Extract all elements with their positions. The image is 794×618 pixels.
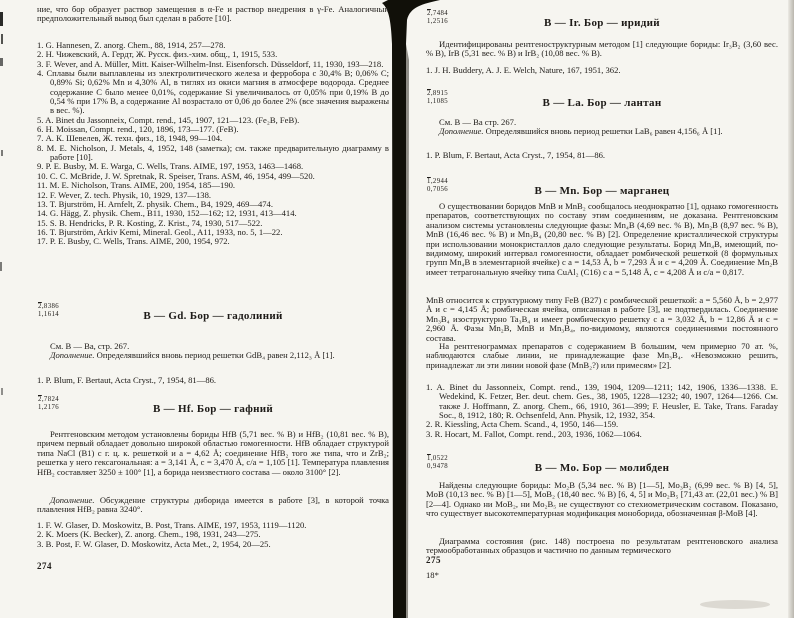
section-title: В — Mo. Бор — молибден <box>534 462 670 474</box>
reference-item: 1. P. Blum, F. Bertaut, Acta Cryst., 7, 1954, 81—86. <box>37 375 217 385</box>
supplement-paragraph <box>426 127 778 136</box>
running-text: Диаграмма состояния (рис. 148) построена по результатам рентгеновского анализа термообработанных образцов и частично по данным термического <box>426 536 778 556</box>
log-characteristic: 1 <box>427 455 431 462</box>
reference-item: 5. A. Binet du Jassonneix, Compt. rend., 145, 1907, 121—123. (Fe₂B, FeB). <box>37 114 300 125</box>
reference-item: 10. C. C. McBride, J. W. Spretnak, R. Speiser, Trans. ASM, 46, 1954, 499—520. <box>37 170 315 181</box>
supplement-label: Дополнение. <box>50 350 95 360</box>
log-mantissa: ,8915 <box>430 90 449 97</box>
see-reference-line: См. В — Ва стр. 267. <box>439 117 517 127</box>
reference-item: 13. T. Bjurström, H. Arnfelt, Z. physik. Chem., B4, 1929, 469—474. <box>37 198 274 209</box>
log-line <box>427 10 448 18</box>
reference-item: 6. H. Moissan, Compt. rend., 120, 1896, 173—177. (FeB). <box>37 124 239 135</box>
section-heading-mn <box>426 178 778 197</box>
log-line <box>427 90 448 98</box>
section-title: В — Hf. Бор — гафний <box>152 403 274 415</box>
reference-item: 2. R. Kiessling, Acta Chem. Scand., 4, 1950, 146—159. <box>426 419 619 430</box>
reference-item: 4. Сплавы были выплавлены из электролитического железа и ферробора с 30,4% В; 0,06% С; 0,89% Si; 0,62% Mn и 4,30% Al, в тиглях из окиси магния в атмосфере водорода. Среднее содержание С было менее 0,01%, содержание Si увеличивалось от 0,05% при 0,19% В до 0,54 % при 17% В, а содержание Al возрастало от 0,06 до более 2% (все значения выражены в вес. %). <box>37 68 389 116</box>
reference-list <box>426 66 778 75</box>
section-heading-la <box>426 90 778 109</box>
reference-item: 2. K. Moers (K. Becker), Z. anorg. Chem., 198, 1931, 243—275. <box>37 529 261 540</box>
running-text: Найдены следующие бориды: Mo₂B (5,34 вес. % В) [1—5], Mo₃B₂ (6,99 вес. % В) [4, 5], MoB (10,13 вес. % В) [1—5], MoB₂ (18,40 вес. % В) [6, 4, 5] и Mo₂B₅ [71,43 ат. (22,01 вес.) % В] [2—4]. Однако ни MoB₂, ни Mo₂B₅ не существуют со стехиометрическим составом. Показано, что существует высокотемпературная модификация моноборида, обозначенная β-MoB [4]. <box>426 480 778 519</box>
reference-item: 3. B. Post, F. W. Glaser, D. Moskowitz, Acta Met., 2, 1954, 20—25. <box>37 538 271 549</box>
log-characteristic: 2 <box>38 396 42 403</box>
section-heading-ir <box>426 10 778 29</box>
section-heading-gd <box>37 303 389 322</box>
log-line: 1,2176 <box>38 403 60 411</box>
reference-item: 8. M. E. Nicholson, J. Metals, 4, 1952, 148 (заметка); см. также предварительную диаграмму в работе [10]. <box>37 142 389 163</box>
reference-list <box>37 41 389 247</box>
page-number: 274 <box>37 561 52 571</box>
log-line: 1,1614 <box>38 310 60 318</box>
section-title: В — Gd. Бор — гадолиний <box>143 310 283 322</box>
reference-item: 2. Н. Чижевский, А. Гердт, Ж. Русск. физ.-хим. общ., 1, 1915, 533. <box>37 49 278 60</box>
log-line <box>427 178 448 186</box>
running-text: На рентгенограммах препаратов с содержанием В большим, чем примерно 70 ат. %, наблюдаются слабые линии, не принадлежащие фазе Mn₃B₄. «Невозможно решить, принадлежат ли эти линии новой фазе (MnB₂?) или примесям» [2]. <box>426 341 778 370</box>
log-line: 1,2516 <box>427 17 449 25</box>
supplement-text: Определявшийся вновь период решетки GdB₄ равен 2,112₃ Å [1]. <box>96 350 335 360</box>
log-lattice-values <box>427 10 448 25</box>
section-title: В — Mn. Бор — марганец <box>534 185 670 197</box>
reference-item: 1. G. Hannesen, Z. anorg. Chem., 88, 1914, 257—278. <box>37 40 226 50</box>
log-characteristic: 2 <box>427 10 431 17</box>
reference-item: 1. J. H. Buddery, A. J. E. Welch, Nature, 167, 1951, 362. <box>426 65 621 75</box>
log-lattice-values <box>38 303 59 318</box>
reference-item: 3. R. Hocart, M. Fallot, Compt. rend., 203, 1936, 1062—1064. <box>426 428 642 439</box>
see-reference-line: См. В — Ва, стр. 267. <box>50 341 130 351</box>
log-line <box>38 303 59 311</box>
reference-item: 1. P. Blum, F. Bertaut, Acta Cryst., 7, 1954, 81—86. <box>426 150 606 160</box>
reference-item: 1. F. W. Glaser, D. Moskowitz, B. Post, Trans. AIME, 197, 1953, 1119—1120. <box>37 520 307 530</box>
supplement-paragraph <box>37 496 389 515</box>
right-page <box>396 0 794 618</box>
running-text: Идентифицированы рентгеноструктурным методом [1] следующие бориды: Ir₃B₂ (3,60 вес. % В), IrB (5,31 вес. % В) и IrB₂ (10,08 вес. % В). <box>426 39 778 59</box>
reference-item: 14. G. Hägg, Z. physik. Chem., B11, 1930, 152—162; 12, 1931, 413—414. <box>37 208 297 219</box>
reference-item: 11. M. E. Nicholson, Trans. AIME, 200, 1954, 185—190. <box>37 180 236 191</box>
section-heading-hf <box>37 396 389 415</box>
reference-item: 12. F. Wever, Z. tech. Physik, 10, 1929, 137—138. <box>37 189 212 200</box>
log-line: 0,7056 <box>427 185 449 193</box>
log-characteristic: 2 <box>38 303 42 310</box>
log-characteristic: 1 <box>427 178 431 185</box>
log-line <box>38 396 59 404</box>
log-line <box>427 455 448 463</box>
reference-item: 15. S. B. Hendricks, P. R. Kosting, Z. Krist., 74, 1930, 517—522. <box>37 217 263 228</box>
supplement-text: Определявшийся вновь период решетки LaB₆ равен 4,156₆ Å [1]. <box>485 126 723 136</box>
printer-signature-mark: 18* <box>426 570 439 580</box>
reference-item: 9. P. E. Busby, M. E. Warga, C. Wells, Trans. AIME, 197, 1953, 1463—1468. <box>37 161 304 172</box>
log-mantissa: ,7484 <box>430 10 449 17</box>
log-line: 1,1085 <box>427 97 449 105</box>
supplement-label: Дополнение. <box>50 495 95 505</box>
supplement-label: Дополнение. <box>439 126 484 136</box>
log-mantissa: ,0522 <box>430 455 449 462</box>
log-characteristic: 2 <box>427 90 431 97</box>
reference-item: 7. А. К. Шевелев, Ж. техн. физ., 18, 1948, 99—104. <box>37 133 223 144</box>
running-text: Рентгеновским методом установлены бориды HfB (5,71 вес. % В) и HfB₂ (10,81 вес. % В), причем первый обладает довольно широкой областью гомогенности. HfB обладает структурой типа NaCl (В1) с г. ц. к. решеткой и a = 4,62 Å; соединение HfB₂ того же типа, что и ZrB₂; решетка у него гексагональная: a = 3,141 Å, c = 3,470 Å, c/a = 1,105 [1]. Температура плавления HfB₂ составляет 3250 ± 100° [1], а борида неизвестного состава — около 3100° [2]. <box>37 429 389 477</box>
log-lattice-values <box>427 90 448 105</box>
reference-item: 16. T. Bjurström, Arkiv Kemi, Mineral. Geol., A11, 1933, no. 5, 1—22. <box>37 226 283 237</box>
section-heading-mo <box>426 455 778 474</box>
log-lattice-values <box>38 396 59 411</box>
log-mantissa: ,2944 <box>430 178 449 185</box>
log-lattice-values <box>427 455 448 470</box>
page-number: 275 <box>426 555 441 565</box>
running-text: ние, что бор образует раствор замещения в α-Fe и раствор внедрения в γ-Fe. Аналогичный предположительный вывод был сделан в работе [10]. <box>37 4 389 24</box>
section-title: В — La. Бор — лантан <box>542 97 662 109</box>
reference-item: 3. F. Wever, and A. Müller, Mitt. Kaiser-Wilhelm-Inst. Eisenforsch. Düsseldorf, 11, 1930, 193—218. <box>37 58 384 69</box>
left-page <box>0 0 394 618</box>
reference-item: 1. A. Binet du Jassonneix, Compt. rend., 139, 1904, 1209—1211; 142, 1906, 1336—1338. E. Wedekind, K. Fetzer, Ber. deut. chem. Ges., 38, 1905, 1228—1232; 40, 1907, 1264—1266. См. также J. Hoffmann, Z. anorg. Chem., 66, 1910, 361—399; F. Heusler, E. Take, Trans. Faraday Soc., 8, 1912, 180; R. Ochsenfeld, Ann. Physik, 12, 1932, 354. <box>426 382 778 421</box>
section-title: В — Ir. Бор — иридий <box>544 17 660 29</box>
running-text: MnB относится к структурному типу FeB (В27) с ромбической решеткой: a = 5,560 Å, b = 2,977 Å и c = 4,145 Å; ромбическая ячейка, описанная в работе [3], не подтвердилась. Соединение Mn₃B₄ изоструктурно Ta₃B₄ и имеет ромбическую решетку с a = 3,032 Å, b = 12,86 Å и c = 2,960 Å. Фазы Mn₂B, MnB и Mn₃B₄, по-видимому, являются соединениями постоянного состава. <box>426 295 778 343</box>
reference-list <box>426 383 778 439</box>
log-line: 0,9478 <box>427 462 449 470</box>
running-text: О существовании боридов MnB и MnB₂ сообщалось неоднократно [1], однако гомогенность препаратов, соответствующих по составу этим соединениям, не доказана. Рентгеновским анализом системы установлены следующие фазы: Mn₄B (4,69 вес. % В), Mn₂B (8,97 вес. % В), MnB (16,46 вес. % В) и Mn₃B₄ (20,80 вес. % В) [2]. Определение кристаллической структуры при использовании монокристаллов дало следующие результаты. Борид Mn₄B, имеющий, по-видимому, широкий интервал гомогенности, обладает ромбической решеткой (8 формульных групп Mn₄B в элементарной ячейке) с a = 14,53 Å, b = 7,293 Å и c = 4,209 Å. Соединение Mn₂B имеет тетрагональную ячейку типа CuAl₂ (С16) с a = 5,148 Å, c = 4,208 Å и c/a = 0,817. <box>426 201 778 277</box>
log-mantissa: ,7824 <box>41 396 60 403</box>
reference-item: 17. P. E. Busby, C. Wells, Trans. AIME, 200, 1954, 972. <box>37 236 230 247</box>
log-mantissa: ,8386 <box>41 303 60 310</box>
reference-list <box>37 376 389 385</box>
reference-list <box>426 151 778 160</box>
supplement-text: Обсуждение структуры диборида имеется в работе [3], в которой точка плавления HfB₂ равна 3240°. <box>37 495 389 515</box>
supplement-paragraph <box>37 351 389 360</box>
reference-list <box>37 521 389 549</box>
log-lattice-values <box>427 178 448 193</box>
